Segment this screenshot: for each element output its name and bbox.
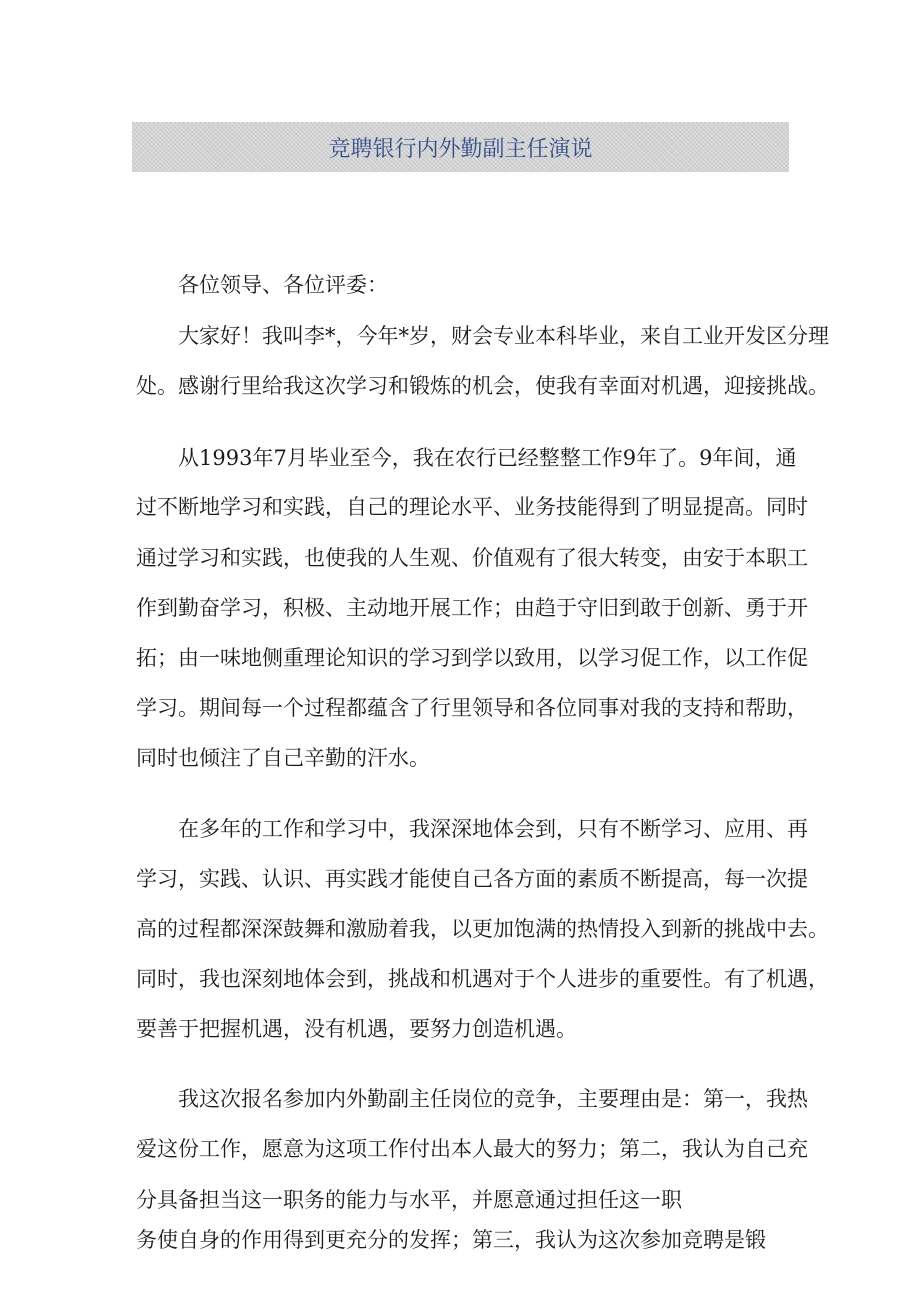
paragraph-2-line-5: 拓；由一味地侧重理论知识的学习到学以致用，以学习促工作，以工作促 (136, 646, 808, 670)
paragraph-2-line-1: 从1993年7月毕业至今，我在农行已经整整工作9年了。9年间，通 (178, 446, 797, 470)
paragraph-4-line-4: 务使自身的作用得到更充分的发挥；第三，我认为这次参加竞聘是锻 (136, 1228, 766, 1252)
paragraph-2-line-2: 过不断地学习和实践，自己的理论水平、业务技能得到了明显提高。同时 (136, 495, 808, 519)
salutation-line: 各位领导、各位评委： (178, 273, 388, 297)
title-banner (132, 122, 789, 172)
document-title: 竞聘银行内外勤副主任演说 (328, 136, 593, 162)
paragraph-2-line-4: 作到勤奋学习，积极、主动地开展工作；由趋于守旧到敢于创新、勇于开 (136, 596, 808, 620)
paragraph-3-line-5: 要善于把握机遇，没有机遇，要努力创造机遇。 (136, 1017, 577, 1041)
paragraph-3-line-4: 同时，我也深刻地体会到，挑战和机遇对于个人进步的重要性。有了机遇， (136, 967, 829, 991)
paragraph-2-line-7: 同时也倾注了自己辛勤的汗水。 (136, 746, 430, 770)
paragraph-2-line-6: 学习。期间每一个过程都蕴含了行里领导和各位同事对我的支持和帮助， (136, 696, 808, 720)
paragraph-1-line-2: 处。感谢行里给我这次学习和锻炼的机会，使我有幸面对机遇，迎接挑战。 (136, 374, 829, 398)
paragraph-3-line-1: 在多年的工作和学习中，我深深地体会到，只有不断学习、应用、再 (178, 817, 808, 841)
paragraph-1-line-1: 大家好！我叫李*，今年*岁，财会专业本科毕业，来自工业开发区分理 (178, 324, 829, 348)
paragraph-4-line-3: 分具备担当这一职务的能力与水平，并愿意通过担任这一职 (136, 1188, 682, 1212)
paragraph-2-line-3: 通过学习和实践，也使我的人生观、价值观有了很大转变，由安于本职工 (136, 546, 808, 570)
paragraph-4-line-1: 我这次报名参加内外勤副主任岗位的竞争，主要理由是：第一，我热 (178, 1087, 808, 1111)
paragraph-4-line-2: 爱这份工作，愿意为这项工作付出本人最大的努力；第二，我认为自己充 (136, 1137, 808, 1161)
paragraph-3-line-3: 高的过程都深深鼓舞和激励着我，以更加饱满的热情投入到新的挑战中去。 (136, 917, 829, 941)
paragraph-3-line-2: 学习，实践、认识、再实践才能使自己各方面的素质不断提高，每一次提 (136, 867, 808, 891)
